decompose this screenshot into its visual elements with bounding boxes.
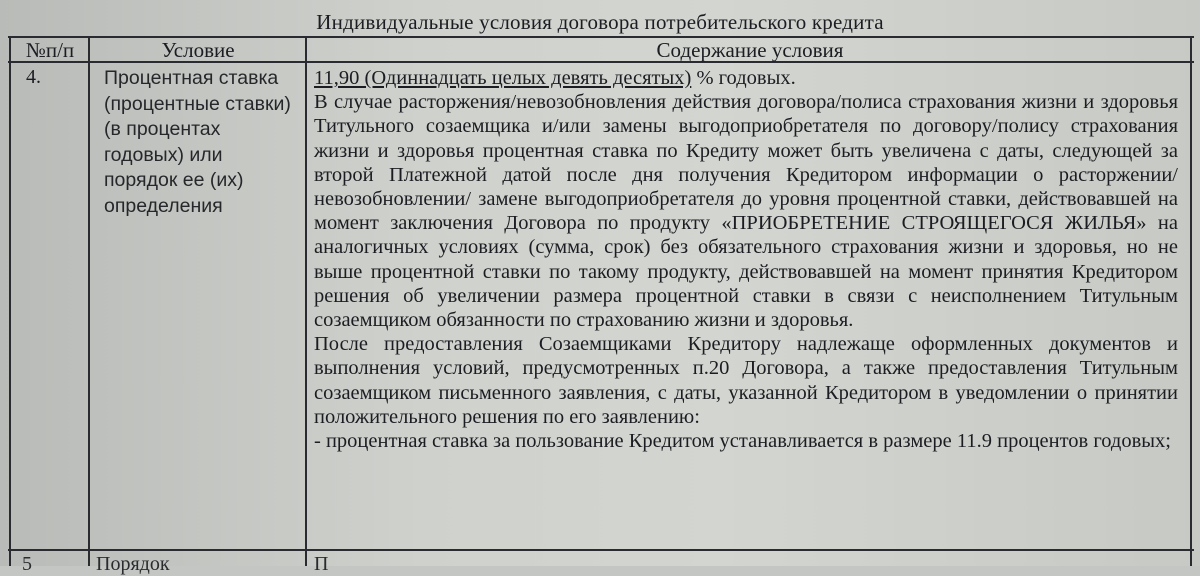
- rate-suffix: % годовых.: [691, 67, 796, 89]
- header-condition: Условие: [161, 38, 235, 62]
- table-left-border: [9, 36, 11, 566]
- row4-bottom-border: [8, 549, 1194, 551]
- rate-line: [314, 66, 1178, 90]
- table-title: Индивидуальные условия договора потребительского кредита: [316, 10, 884, 34]
- rate-increase-paragraph: В случае расторжения/невозобновления действия договора/полиса страхования жизни и здоровья Титульного созаемщика и/или замены выгодоприобретателя по договору/полису страхования жизни и здоровья процентная ставка по Кредиту может быть увеличена с даты, следующей за второй Платежной датой после дня получения Кредитором информации о расторжении/ невозобновлении/ замене выгодоприобретателя до уровня процентной ставки, действовавшей на момент заключения Договора по продукту «ПРИОБРЕТЕНИЕ СТРОЯЩЕГОСЯ ЖИЛЬЯ» на аналогичных условиях (сумма, срок) без обязательного страхования жизни и здоровья, но не выше процентной ставки по такому продукту, действовавшей на момент принятия Кредитором решения об увеличении размера процентной ставки в связи с неисполнением Титульным созаемщиком обязанности по страхованию жизни и здоровья.: [314, 91, 1178, 332]
- rate-value: 11,90 (Одиннадцать целых девять десятых): [314, 67, 692, 89]
- row4-content: [314, 66, 1178, 453]
- row5-number: 5: [22, 553, 32, 575]
- row4-condition: Процентная ставка (процентные ставки) (в процентах годовых) или порядок ее (их) определения: [104, 67, 291, 217]
- rate-set-paragraph: - процентная ставка за пользование Кредитом устанавливается в размере 11.9 процентов годовых;: [314, 430, 1171, 453]
- documents-paragraph: После предоставления Созаемщиками Кредитору надлежаще оформленных документов и выполнения условий, предусмотренных п.20 Договора, а также предоставления Титульным созаемщиком письменного заявления, с даты, указанной Кредитором в уведомлении о принятии положительного решения по его заявлению:: [314, 333, 1178, 428]
- column-divider-condition: [305, 36, 307, 566]
- row5-content: П: [314, 553, 329, 575]
- table-right-border: [1190, 36, 1192, 566]
- header-num: №п/п: [25, 38, 75, 62]
- row4-number: 4.: [26, 66, 41, 88]
- column-divider-num: [88, 36, 90, 566]
- row5-condition: Порядок: [96, 553, 170, 575]
- header-content: Содержание условия: [656, 38, 844, 62]
